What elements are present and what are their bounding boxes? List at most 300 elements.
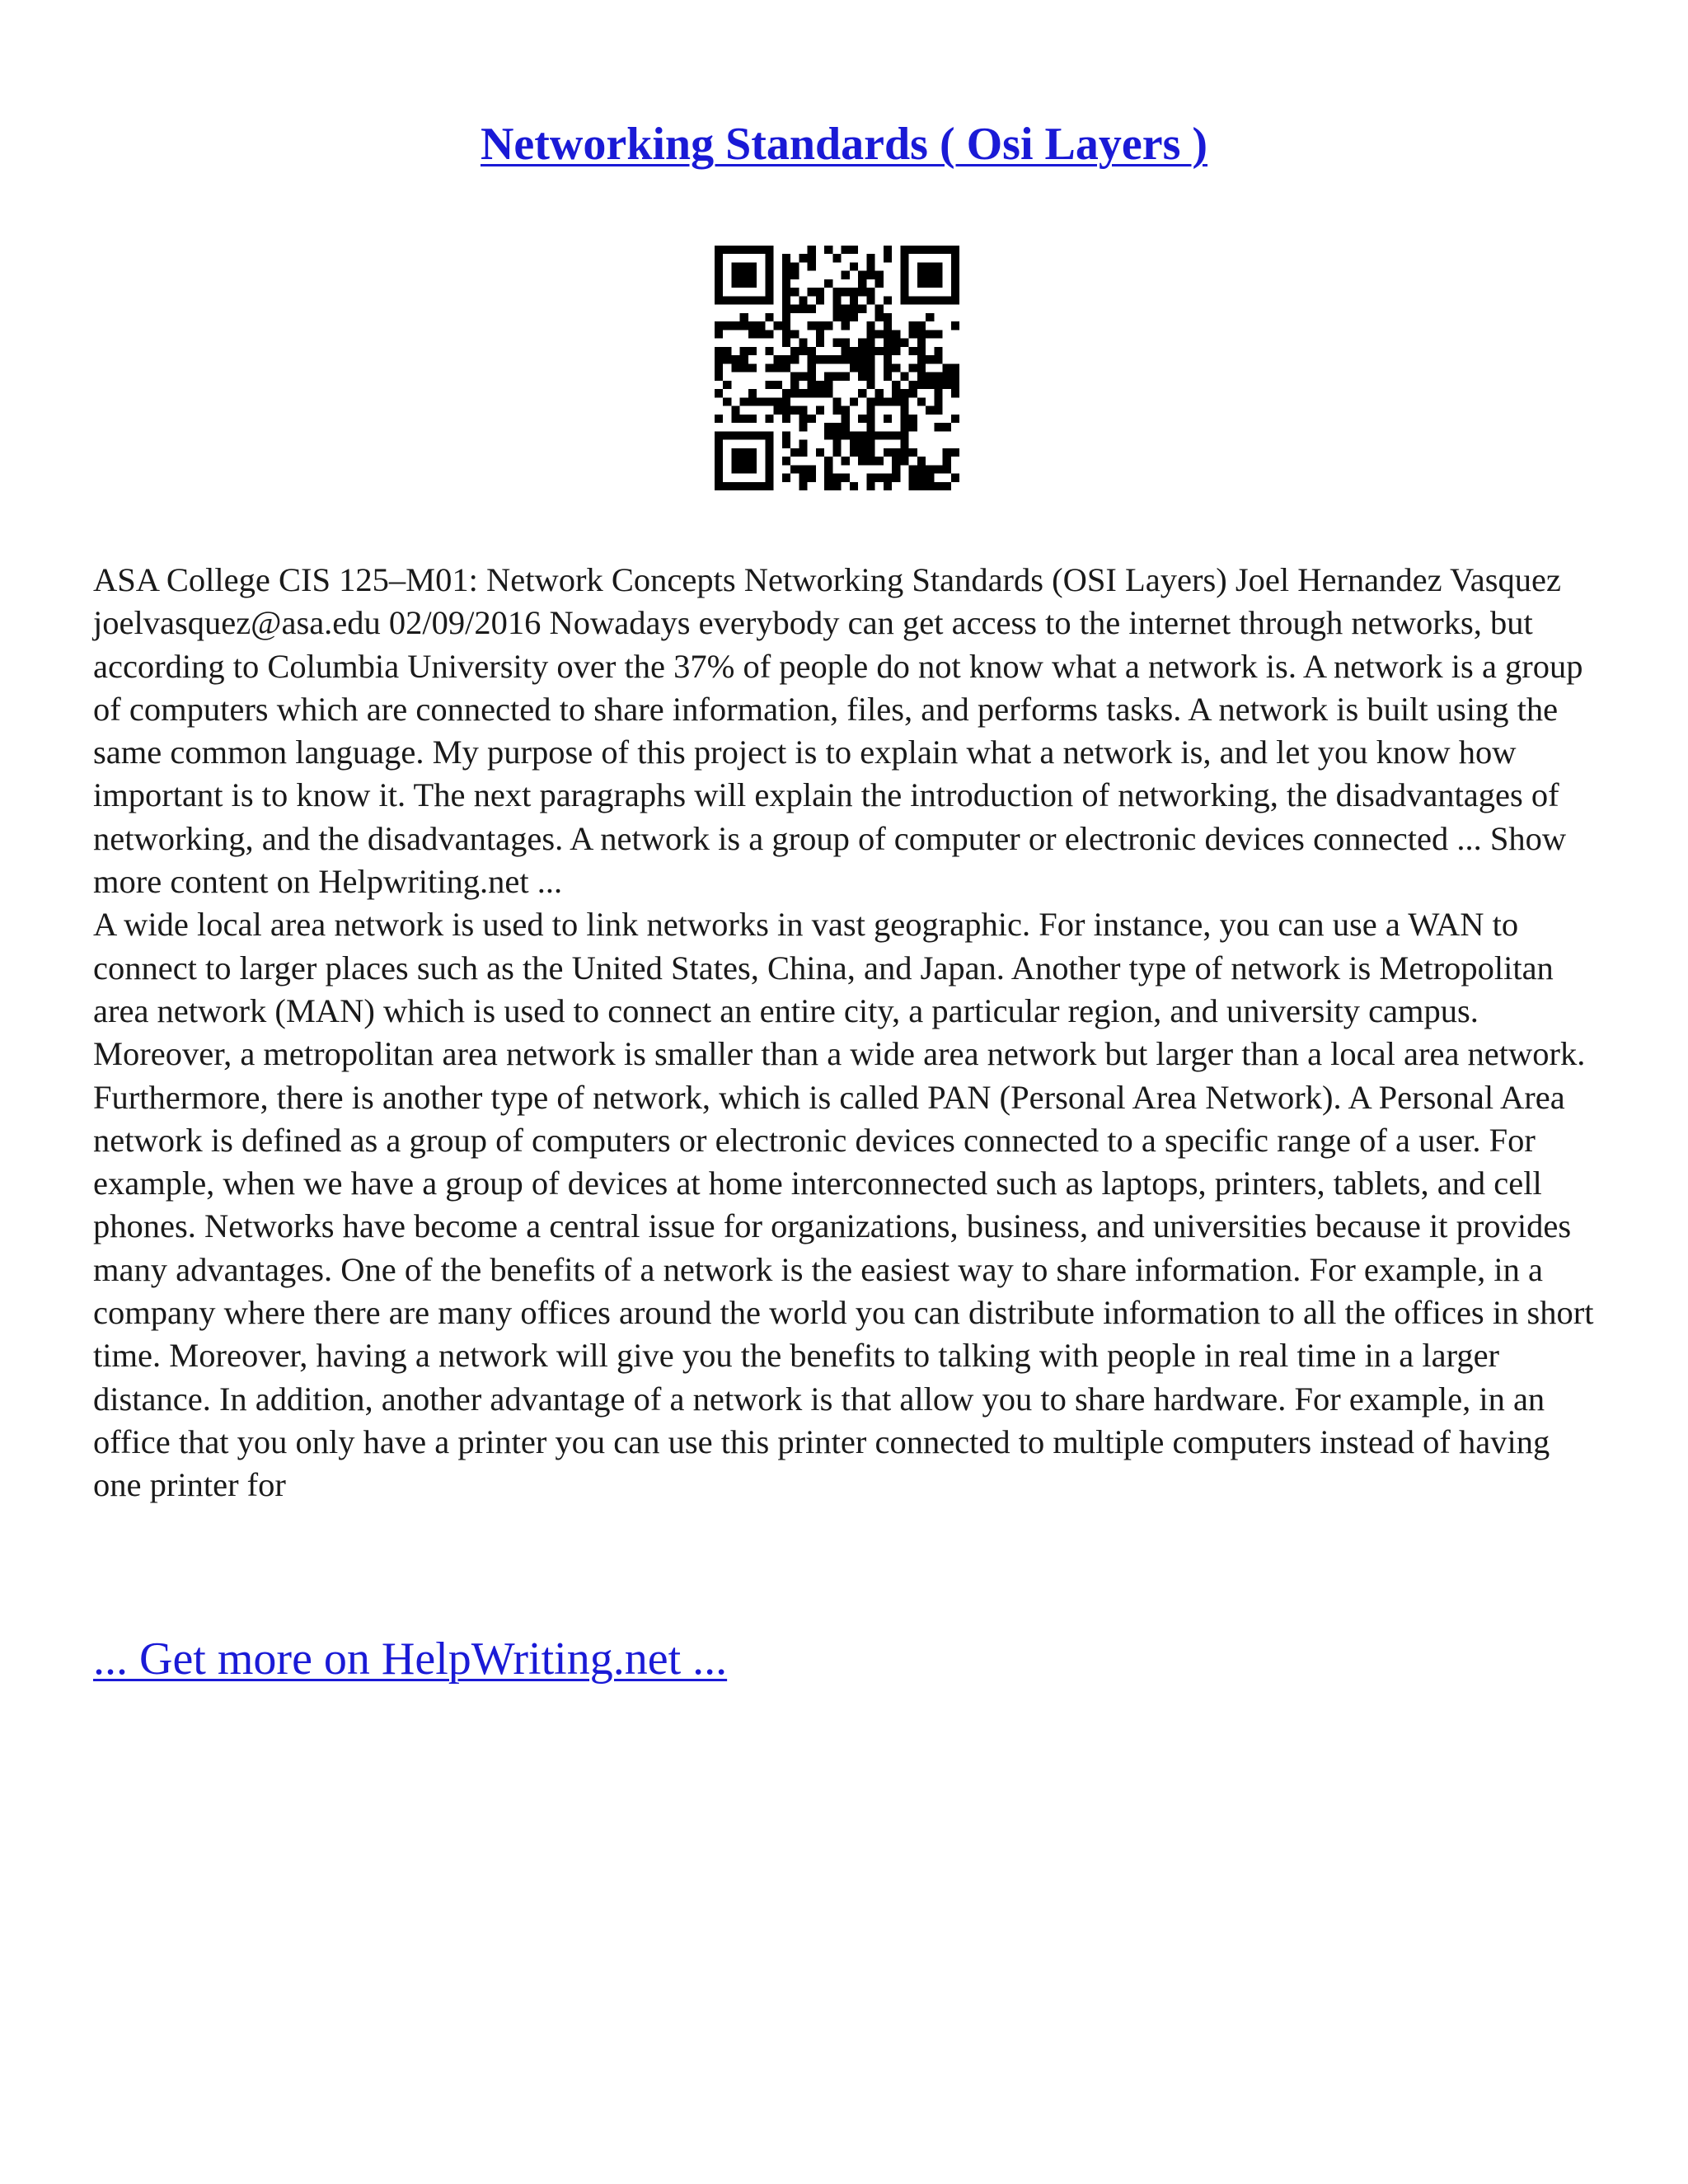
qr-module [842, 347, 850, 355]
qr-module [900, 389, 908, 397]
qr-module [790, 347, 799, 355]
qr-module [892, 339, 900, 347]
qr-module [900, 423, 908, 431]
qr-module [757, 246, 765, 254]
qr-module [824, 279, 832, 288]
qr-module [799, 465, 807, 473]
qr-module [875, 397, 884, 405]
qr-module [748, 279, 757, 288]
qr-module [943, 296, 951, 304]
qr-module [757, 296, 765, 304]
qr-module [731, 406, 739, 415]
qr-module [765, 288, 773, 296]
qr-module [740, 363, 748, 372]
qr-module [824, 457, 832, 465]
qr-module [917, 397, 926, 405]
qr-module [866, 423, 874, 431]
qr-module [943, 246, 951, 254]
qr-module [790, 373, 799, 381]
qr-module [900, 373, 908, 381]
qr-module [715, 448, 723, 457]
qr-module [858, 305, 866, 313]
qr-module [808, 246, 816, 254]
qr-module [715, 246, 723, 254]
qr-module [774, 321, 782, 330]
qr-module [858, 415, 866, 423]
qr-module [917, 457, 926, 465]
qr-module [715, 363, 723, 372]
qr-module [790, 271, 799, 279]
qr-module [909, 423, 917, 431]
qr-module [866, 355, 874, 363]
qr-module [832, 254, 841, 262]
qr-module [782, 330, 790, 338]
qr-module [909, 330, 917, 338]
qr-module [875, 389, 884, 397]
qr-module [808, 305, 816, 313]
qr-module [909, 246, 917, 254]
qr-module [774, 381, 782, 389]
qr-module [850, 262, 858, 270]
qr-module [934, 482, 942, 490]
qr-module [884, 431, 892, 439]
qr-module [866, 406, 874, 415]
qr-module [816, 296, 824, 304]
qr-module [900, 262, 908, 270]
qr-module [900, 288, 908, 296]
qr-module [765, 397, 773, 405]
qr-module [715, 262, 723, 270]
qr-module [799, 254, 807, 262]
qr-module [808, 288, 816, 296]
qr-module [875, 474, 884, 482]
qr-module [909, 296, 917, 304]
qr-module [782, 254, 790, 262]
qr-module [832, 448, 841, 457]
qr-module [951, 254, 959, 262]
qr-module [799, 448, 807, 457]
qr-module [782, 474, 790, 482]
qr-module [850, 482, 858, 490]
qr-module [774, 363, 782, 372]
qr-module [875, 330, 884, 338]
qr-module [842, 423, 850, 431]
qr-module [926, 381, 934, 389]
qr-module [858, 279, 866, 288]
qr-module [715, 296, 723, 304]
qr-module [866, 457, 874, 465]
qr-module [782, 321, 790, 330]
qr-module [858, 355, 866, 363]
qr-module [892, 431, 900, 439]
qr-module [748, 389, 757, 397]
qr-module [731, 448, 739, 457]
qr-module [757, 397, 765, 405]
qr-module [731, 246, 739, 254]
qr-module [934, 262, 942, 270]
qr-module [765, 279, 773, 288]
qr-module [774, 355, 782, 363]
qr-module [884, 296, 892, 304]
qr-module [765, 330, 773, 338]
qr-module [832, 482, 841, 490]
qr-module [909, 389, 917, 397]
qr-module [832, 296, 841, 304]
qr-module [723, 246, 731, 254]
qr-module [892, 347, 900, 355]
qr-module [884, 363, 892, 372]
qr-module [917, 271, 926, 279]
qr-module [765, 254, 773, 262]
qr-module [917, 474, 926, 482]
qr-module [900, 431, 908, 439]
get-more-link[interactable]: ... Get more on HelpWriting.net ... [93, 1633, 728, 1685]
qr-module [808, 347, 816, 355]
qr-module [866, 339, 874, 347]
qr-module [782, 305, 790, 313]
qr-module [900, 406, 908, 415]
qr-module [875, 431, 884, 439]
qr-module [799, 474, 807, 482]
qr-module [723, 347, 731, 355]
qr-module [731, 363, 739, 372]
qr-module [824, 423, 832, 431]
qr-module [748, 246, 757, 254]
qr-module [900, 440, 908, 448]
qr-module [850, 355, 858, 363]
qr-module [816, 355, 824, 363]
qr-module [731, 431, 739, 439]
qr-module [884, 448, 892, 457]
qr-module [723, 482, 731, 490]
qr-module [850, 305, 858, 313]
qr-module [740, 262, 748, 270]
qr-module [808, 381, 816, 389]
qr-module [900, 397, 908, 405]
qr-module [875, 457, 884, 465]
qr-module [884, 313, 892, 321]
qr-module [782, 296, 790, 304]
qr-module [842, 305, 850, 313]
qr-module [858, 457, 866, 465]
qr-code-icon [715, 246, 959, 490]
qr-module [723, 321, 731, 330]
qr-module [842, 288, 850, 296]
qr-module [866, 448, 874, 457]
qr-module [816, 448, 824, 457]
qr-module [782, 363, 790, 372]
qr-module [884, 321, 892, 330]
qr-module [765, 415, 773, 423]
qr-module [892, 448, 900, 457]
qr-module [765, 347, 773, 355]
qr-module [900, 254, 908, 262]
qr-module [917, 373, 926, 381]
qr-module [782, 431, 790, 439]
qr-module [866, 321, 874, 330]
qr-module [842, 313, 850, 321]
qr-module [715, 482, 723, 490]
qr-module [934, 389, 942, 397]
qr-module [951, 262, 959, 270]
qr-module [909, 465, 917, 473]
qr-module [842, 431, 850, 439]
qr-module [900, 339, 908, 347]
qr-module [790, 465, 799, 473]
qr-module [740, 246, 748, 254]
qr-module [715, 465, 723, 473]
qr-module [748, 465, 757, 473]
qr-module [842, 246, 850, 254]
qr-module [934, 397, 942, 405]
qr-module [748, 296, 757, 304]
qr-module [731, 355, 739, 363]
qr-module [740, 279, 748, 288]
qr-module [875, 347, 884, 355]
qr-module [917, 330, 926, 338]
qr-module [926, 406, 934, 415]
qr-module [816, 339, 824, 347]
qr-module [808, 373, 816, 381]
qr-module [892, 389, 900, 397]
qr-module [824, 482, 832, 490]
qr-module [926, 296, 934, 304]
qr-module [782, 339, 790, 347]
qr-module [934, 296, 942, 304]
qr-module [715, 457, 723, 465]
qr-module [748, 330, 757, 338]
qr-module [892, 381, 900, 389]
qr-module [765, 271, 773, 279]
qr-module [799, 482, 807, 490]
qr-module [900, 448, 908, 457]
qr-module [757, 321, 765, 330]
qr-module [866, 474, 874, 482]
qr-module [926, 262, 934, 270]
qr-module [832, 313, 841, 321]
qr-module [951, 288, 959, 296]
qr-module [748, 397, 757, 405]
qr-module [884, 474, 892, 482]
qr-module [782, 288, 790, 296]
qr-module [951, 271, 959, 279]
qr-module [782, 415, 790, 423]
qr-module [900, 457, 908, 465]
qr-module [832, 431, 841, 439]
qr-module [951, 246, 959, 254]
qr-module [740, 431, 748, 439]
qr-module [884, 330, 892, 338]
qr-module [926, 474, 934, 482]
qr-module [943, 457, 951, 465]
qr-module [774, 397, 782, 405]
qr-module [934, 271, 942, 279]
qr-module [765, 296, 773, 304]
qr-module [748, 347, 757, 355]
qr-module [926, 279, 934, 288]
qr-module [875, 271, 884, 279]
qr-module [866, 440, 874, 448]
qr-module [875, 305, 884, 313]
qr-module [842, 339, 850, 347]
qr-module [909, 474, 917, 482]
qr-module [723, 296, 731, 304]
qr-module [866, 347, 874, 355]
qr-module [715, 347, 723, 355]
qr-module [824, 373, 832, 381]
qr-module [917, 321, 926, 330]
qr-module [884, 415, 892, 423]
qr-module [782, 397, 790, 405]
qr-module [832, 305, 841, 313]
qr-module [943, 482, 951, 490]
qr-module [875, 313, 884, 321]
qr-module [934, 465, 942, 473]
qr-module [850, 288, 858, 296]
qr-module [850, 448, 858, 457]
qr-module [943, 381, 951, 389]
qr-module [748, 415, 757, 423]
qr-module [715, 474, 723, 482]
qr-module [842, 373, 850, 381]
qr-module [824, 321, 832, 330]
qr-module [808, 262, 816, 270]
qr-module [799, 389, 807, 397]
qr-module [824, 465, 832, 473]
qr-module [816, 321, 824, 330]
qr-module [808, 355, 816, 363]
qr-module [824, 431, 832, 439]
qr-module [943, 423, 951, 431]
qr-module [799, 373, 807, 381]
qr-module [799, 423, 807, 431]
qr-module [842, 321, 850, 330]
qr-module [926, 271, 934, 279]
qr-module [858, 288, 866, 296]
qr-module [808, 415, 816, 423]
qr-module [765, 474, 773, 482]
qr-module [850, 363, 858, 372]
qr-module [740, 313, 748, 321]
qr-module [934, 347, 942, 355]
qr-module [858, 431, 866, 439]
qr-module [850, 246, 858, 254]
qr-module [900, 296, 908, 304]
qr-module [790, 389, 799, 397]
qr-module [816, 406, 824, 415]
qr-module [884, 373, 892, 381]
qr-module [782, 271, 790, 279]
qr-module [824, 389, 832, 397]
qr-module [757, 482, 765, 490]
qr-module [715, 355, 723, 363]
qr-module [951, 381, 959, 389]
qr-module [740, 415, 748, 423]
qr-module [884, 246, 892, 254]
qr-module [900, 271, 908, 279]
qr-module [842, 415, 850, 423]
qr-module [850, 313, 858, 321]
qr-module [858, 389, 866, 397]
qr-module [790, 406, 799, 415]
qr-module [790, 448, 799, 457]
qr-module [858, 448, 866, 457]
qr-module [934, 355, 942, 363]
qr-module [782, 406, 790, 415]
qr-module [731, 271, 739, 279]
qr-module [926, 313, 934, 321]
qr-module [866, 262, 874, 270]
qr-module [943, 448, 951, 457]
qr-module [774, 406, 782, 415]
qr-module [715, 389, 723, 397]
paragraph-intro: ASA College CIS 125–M01: Network Concepts Networking Standards (OSI Layers) Joel Hernandez Vasquez joelvasquez@asa.edu 02/09/2016 Nowadays everybody can get access to the internet through networks, but according to Columbia University over the 37% of people do not know what a network is. A network is a group of computers which are connected to share information, files, and performs tasks. A network is built using the same common language. My purpose of this project is to explain what a network is, and let you know how important is to know it. The next paragraphs will explain the introduction of networking, the disadvantages of networking, and the disadvantages. A network is a group of computer or electronic devices connected ... Show more content on Helpwriting.net ... [93, 561, 1583, 901]
qr-module [824, 381, 832, 389]
qr-module [934, 423, 942, 431]
qr-module [740, 271, 748, 279]
qr-module [926, 355, 934, 363]
qr-module [723, 431, 731, 439]
qr-module [884, 339, 892, 347]
qr-module [799, 440, 807, 448]
qr-module [765, 465, 773, 473]
qr-module [909, 415, 917, 423]
qr-module [842, 271, 850, 279]
qr-module [740, 448, 748, 457]
qr-module [866, 397, 874, 405]
qr-module [866, 482, 874, 490]
qr-module [850, 296, 858, 304]
qr-module [808, 254, 816, 262]
qr-module [951, 389, 959, 397]
qr-module [850, 347, 858, 355]
qr-module [909, 448, 917, 457]
qr-module [934, 381, 942, 389]
qr-module [740, 457, 748, 465]
qr-module [909, 381, 917, 389]
qr-module [892, 397, 900, 405]
qr-module [884, 397, 892, 405]
qr-module [765, 431, 773, 439]
qr-module [765, 482, 773, 490]
qr-module [799, 347, 807, 355]
qr-module [715, 254, 723, 262]
qr-module [866, 363, 874, 372]
title-link[interactable]: Networking Standards ( Osi Layers ) [480, 119, 1208, 170]
qr-module [748, 448, 757, 457]
qr-module [866, 288, 874, 296]
qr-module [842, 457, 850, 465]
qr-module [824, 355, 832, 363]
qr-module [765, 457, 773, 465]
qr-module [740, 321, 748, 330]
qr-module [790, 330, 799, 338]
qr-module [951, 415, 959, 423]
qr-module [808, 363, 816, 372]
qr-module [934, 279, 942, 288]
qr-module [757, 431, 765, 439]
qr-module [832, 406, 841, 415]
qr-module [884, 355, 892, 363]
qr-module [917, 363, 926, 372]
qr-module [790, 262, 799, 270]
qr-module [951, 474, 959, 482]
qr-module [951, 279, 959, 288]
qr-module [715, 279, 723, 288]
qr-module [934, 246, 942, 254]
qr-module [715, 330, 723, 338]
qr-module [951, 296, 959, 304]
